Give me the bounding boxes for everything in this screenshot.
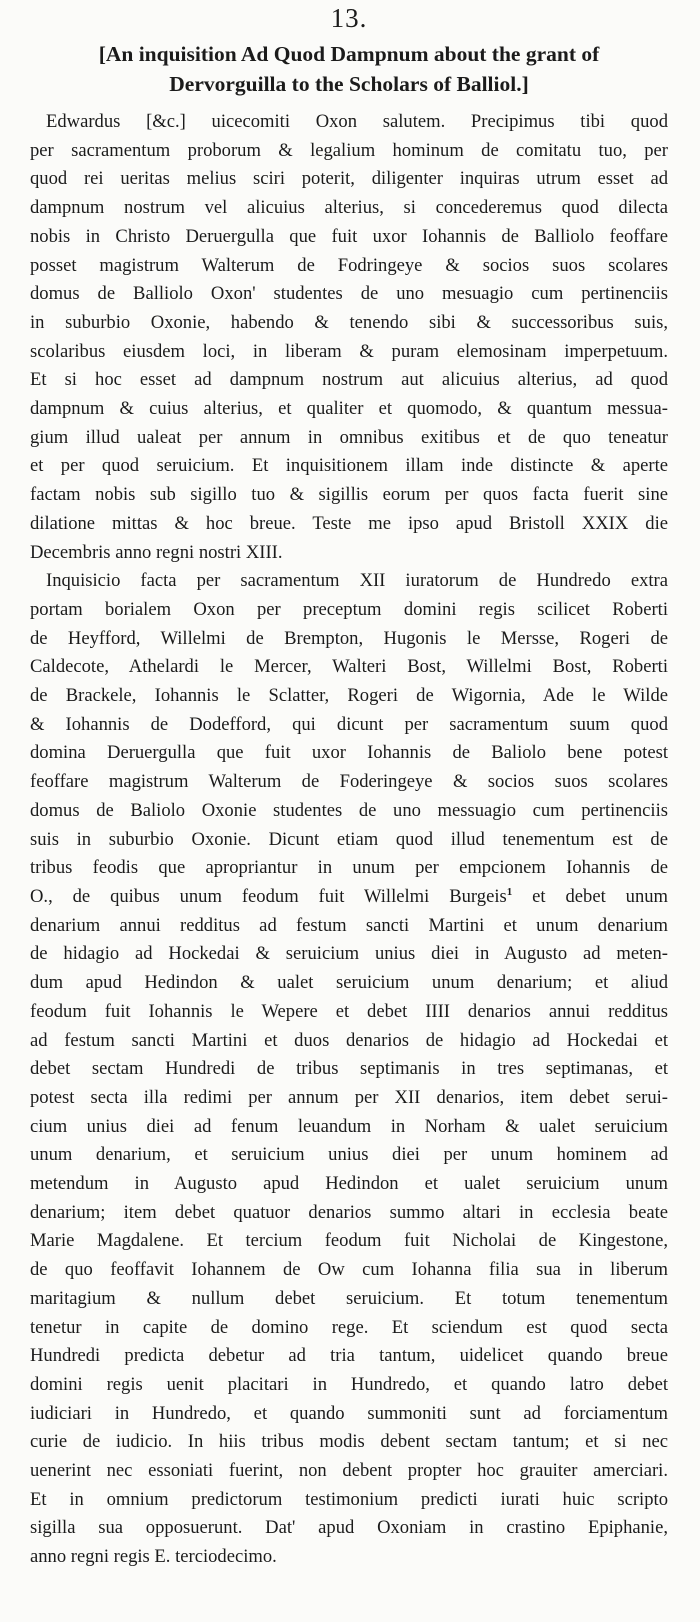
text-line: ad festum sancti Martini et duos denarios de hidagio ad Hockedai et — [30, 1029, 668, 1051]
text-line: Inquisicio facta per sacramentum XII iuratorum de Hundredo extra — [46, 570, 668, 592]
text-line: gium illud ualeat per annum in omnibus exitibus et de quo teneatur — [30, 426, 668, 448]
text-segment: O., de quibus unum feodum fuit Willelmi Burgeis — [30, 885, 507, 907]
text-line: quod rei ueritas melius sciri poterit, diligenter inquiras utrum esset ad — [30, 168, 668, 190]
text-line: Hundredi predicta debetur ad tria tantum, uidelicet quando breue — [30, 1345, 668, 1367]
text-line: denarium annui redditus ad festum sancti Martini et unum denarium — [30, 914, 668, 936]
text-line: debet sectam Hundredi de tribus septimanis in tres septimanas, et — [30, 1058, 668, 1080]
text-line: Edwardus [&c.] uicecomiti Oxon salutem. Precipimus tibi quod — [46, 111, 668, 132]
text-line-with-footnote — [30, 883, 668, 912]
text-line: et per quod seruicium. Et inquisitionem illam inde distincte & aperte — [30, 455, 668, 477]
text-line: Et in omnium predictorum testimonium predicti iurati huic scripto — [30, 1488, 668, 1510]
text-line: Marie Magdalene. Et tercium feodum fuit Nicholai de Kingestone, — [30, 1230, 668, 1252]
text-line: portam borialem Oxon per preceptum domini regis scilicet Roberti — [30, 598, 668, 620]
text-line: de hidagio ad Hockedai & seruicium unius diei in Augusto ad meten- — [30, 943, 668, 965]
text-line: Caldecote, Athelardi le Mercer, Walteri Bost, Willelmi Bost, Roberti — [30, 656, 668, 678]
text-line: per sacramentum proborum & legalium hominum de comitatu tuo, per — [30, 139, 668, 161]
text-line: tenetur in capite de domino rege. Et sciendum est quod secta — [30, 1316, 668, 1338]
text-line: nobis in Christo Deruergulla que fuit uxor Iohannis de Balliolo feoffare — [30, 225, 668, 247]
text-line: denarium; item debet quatuor denarios summo altari in ecclesia beate — [30, 1201, 668, 1223]
writ-paragraph — [30, 108, 668, 567]
text-line: domina Deruergulla que fuit uxor Iohannis de Baliolo bene potest — [30, 742, 668, 764]
text-line: feoffare magistrum Walterum de Foderingeye & socios suos scolares — [30, 771, 668, 793]
text-line: de Heyfford, Willelmi de Brempton, Hugonis le Mersse, Rogeri de — [30, 627, 668, 649]
text-line: dum apud Hedindon & ualet seruicium unum denarium; et aliud — [30, 972, 668, 994]
text-line: anno regni regis E. terciodecimo. — [30, 1546, 277, 1568]
text-line: in suburbio Oxonie, habendo & tenendo sibi & successoribus suis, — [30, 311, 668, 333]
text-line: feodum fuit Iohannis le Wepere et debet IIII denarios annui redditus — [30, 1000, 668, 1022]
text-line: & Iohannis de Dodefford, qui dicunt per sacramentum suum quod — [30, 713, 668, 735]
text-line: factam nobis sub sigillo tuo & sigillis eorum per quos facta fuerit sine — [30, 484, 668, 506]
text-line: iudiciari in Hundredo, et quando summoniti sunt ad forciamentum — [30, 1402, 668, 1424]
text-line: domus de Balliolo Oxon' studentes de uno mesuagio cum pertinenciis — [30, 283, 668, 305]
text-line: uenerint nec essoniati fuerint, non debent propter hoc grauiter amerciari. — [30, 1460, 668, 1482]
page-number: 13. — [330, 3, 368, 33]
text-line: scolaribus eiusdem loci, in liberam & puram elemosinam imperpetuum. — [30, 340, 668, 362]
text-line: unum denarium, et seruicium unius diei per unum hominem ad — [30, 1144, 668, 1166]
text-line: tribus feodis que apropriantur in unum per empcionem Iohannis de — [30, 857, 668, 879]
text-line: domus de Baliolo Oxonie studentes de uno messuagio cum pertinenciis — [30, 799, 668, 821]
text-line: cium unius diei ad fenum leuandum in Norham & ualet seruicium — [30, 1115, 668, 1137]
text-line: de Brackele, Iohannis le Sclatter, Rogeri de Wigornia, Ade le Wilde — [30, 685, 668, 707]
text-line: suis in suburbio Oxonie. Dicunt etiam quod illud tenementum est de — [30, 828, 668, 850]
heading-line-1: [An inquisition Ad Quod Dampnum about the grant of — [98, 42, 600, 66]
text-line: potest secta illa redimi per annum per XII denarios, item debet serui- — [30, 1086, 668, 1108]
text-line: metendum in Augusto apud Hedindon et ualet seruicium unum — [30, 1173, 668, 1195]
heading-line-2: Dervorguilla to the Scholars of Balliol.] — [169, 72, 529, 96]
text-line: dampnum nostrum vel alicuius alterius, si concederemus quod dilecta — [30, 197, 668, 219]
text-line: Et si hoc esset ad dampnum nostrum aut alicuius alterius, ad quod — [30, 369, 668, 391]
text-line: maritagium & nullum debet seruicium. Et totum tenementum — [30, 1287, 668, 1309]
text-line: dampnum & cuius alterius, et qualiter et quomodo, & quantum messua- — [30, 398, 668, 420]
text-line: curie de iudicio. In hiis tribus modis debent sectam tantum; et si nec — [30, 1431, 668, 1453]
inquisition-paragraph — [30, 567, 668, 1572]
text-line: Decembris anno regni nostri XIII. — [30, 541, 283, 563]
text-line: posset magistrum Walterum de Fodringeye & socios suos scolares — [30, 254, 668, 276]
document-heading — [30, 39, 668, 99]
text-line: sigilla sua opposuerunt. Dat' apud Oxoniam in crastino Epiphanie, — [30, 1517, 668, 1539]
text-line: domini regis uenit placitari in Hundredo, et quando latro debet — [30, 1373, 668, 1395]
text-line: de quo feoffavit Iohannem de Ow cum Iohanna filia sua in liberum — [30, 1259, 668, 1281]
text-line: dilatione mittas & hoc breue. Teste me ipso apud Bristoll XXIX die — [30, 512, 668, 534]
text-segment: et debet unum — [512, 885, 669, 907]
footnote-mark: 1 — [506, 885, 513, 898]
